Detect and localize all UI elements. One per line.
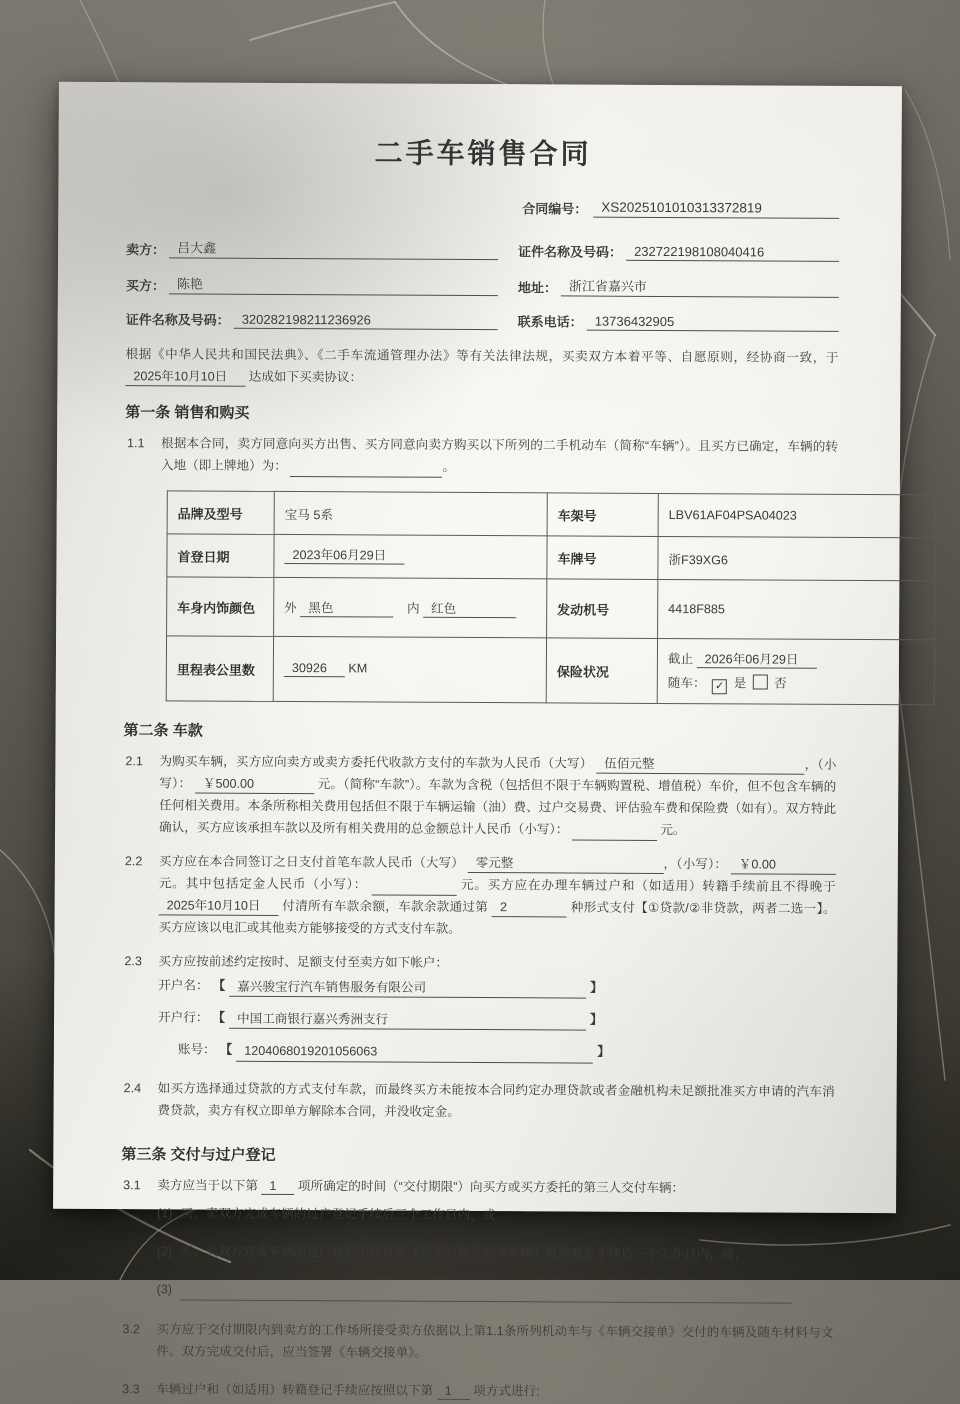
total-amount-blank-field: [572, 826, 657, 841]
insurance-label: 保险状况: [546, 638, 657, 704]
clause-3-3-text: 项方式进行:: [473, 1383, 540, 1399]
clause-2-2: [122, 850, 835, 942]
checkbox-yes-checked-icon: ✓: [712, 680, 727, 695]
bank-branch-value: 中国工商银行嘉兴秀洲支行: [229, 1011, 586, 1031]
section-3-heading: 第三条 交付与过户登记: [121, 1145, 276, 1164]
plate-value: 浙F39XG6: [658, 537, 935, 581]
intro-text-end: 达成如下买卖协议：: [248, 369, 363, 385]
phone-label: 联系电话：: [517, 314, 583, 330]
first-registration-value: [274, 535, 547, 579]
vin-label: 车架号: [547, 493, 658, 537]
buyer-id-number: 320282198211236926: [234, 312, 498, 330]
first-registration-label: 首登日期: [167, 534, 274, 578]
section-2-heading: 第二条 车款: [123, 722, 203, 740]
account-name-value: 嘉兴骏宝行汽车销售服务有限公司: [229, 979, 586, 999]
plate-label: 车牌号: [547, 536, 658, 580]
clause-1-1-text: 根据本合同，卖方同意向买方出售、买方同意向卖方购买以下所列的二手机动车（简称“车辆”）。且买方已确定，车辆的转入地（即上牌地）为：: [160, 436, 839, 474]
sub-item-3-blank-field: [180, 1285, 792, 1303]
clause-2-3-intro: 买方应按前述约定按时、足额支付至卖方如下帐户：: [158, 954, 449, 971]
seller-name: 吕大鑫: [169, 237, 498, 260]
clause-number: 3.1: [123, 1177, 141, 1192]
address-label: 地址：: [517, 280, 557, 296]
bank-account-number-row: [178, 1039, 835, 1064]
transfer-option-number: 1: [437, 1384, 470, 1401]
exterior-label: 外: [284, 600, 297, 615]
brand-value: 宝马 5系: [274, 492, 547, 536]
seller-id-label: 证件名称及号码：: [518, 244, 623, 260]
payment-deadline-date: 2025年10月10日: [159, 899, 279, 916]
contract-paper: [53, 82, 902, 1399]
engine-label: 发动机号: [547, 579, 658, 639]
table-row: [167, 577, 935, 640]
clause-2-2-end: 种形式支付【①贷款/②非贷款，两者二选一】。买方应该以电汇或其他卖方能够接受的方式支付车款。: [158, 900, 836, 937]
price-in-words: 伍佰元整: [596, 757, 804, 775]
open-bracket: 【: [219, 1043, 233, 1058]
clause-number: 2.2: [124, 854, 143, 869]
account-number-label: 账号：: [177, 1042, 216, 1058]
buyer-id-label: 证件名称及号码：: [125, 312, 230, 328]
sub-item-number: (1): [156, 1205, 173, 1221]
account-name-label: 开户名：: [158, 978, 209, 994]
clause-2-2-text: 付清所有车款余额，车款余款通过第: [282, 899, 489, 915]
intro-text: 根据《中华人民共和国民法典》、《二手车流通管理办法》等有关法律法规，买卖双方本着平等、自愿原则，经协商一致，于: [125, 347, 839, 365]
sub-item-3: [157, 1278, 834, 1304]
first-payment-in-figures: ￥0.00: [731, 858, 836, 875]
interior-color: 红色: [423, 601, 516, 618]
insurance-value: [657, 639, 934, 705]
bank-branch-row: [158, 1007, 835, 1033]
clause-3-2: [120, 1318, 833, 1366]
delivery-option-number: 1: [261, 1178, 294, 1195]
engine-value: 4418F885: [658, 580, 935, 640]
clause-3-1: [121, 1174, 835, 1304]
sub-item-number: (2): [156, 1243, 173, 1259]
table-row: [166, 636, 934, 705]
transfer-place-blank-field: [290, 462, 442, 478]
phone-value: 13736432905: [587, 314, 839, 332]
open-bracket: 【: [212, 1011, 226, 1026]
clause-2-3: [122, 951, 836, 1065]
clause-number: 2.3: [124, 954, 142, 969]
first-payment-in-words: 零元整: [468, 856, 664, 874]
clause-2-2-text: 买方应在本合同签订之日支付首笔车款人民币（大写）: [158, 854, 465, 871]
sub-item-number: (3): [156, 1281, 173, 1297]
clause-2-4: [122, 1077, 835, 1125]
first-registration-date: 2023年06月29日: [284, 548, 404, 565]
no-label: 否: [774, 677, 787, 692]
exterior-color: 黑色: [300, 601, 393, 618]
contract-number-label: 合同编号：: [522, 201, 588, 217]
vin-value: LBV61AF04PSA04023: [658, 494, 935, 538]
insurance-until-label: 截止: [667, 651, 694, 666]
clause-3-1-text: 卖方应当于以下第: [157, 1177, 258, 1193]
clause-number: 2.4: [123, 1080, 142, 1095]
clause-2-2-text: 元。买方应在办理车辆过户和（如适用）转籍手续前且不得晚于: [460, 878, 836, 895]
bank-account-name-row: [158, 975, 835, 1001]
clause-3-1-text: 项所确定的时间（“交付期限”）向买方或买方委托的第三人交付车辆：: [297, 1178, 685, 1195]
agreement-date: 2025年10月10日: [125, 369, 245, 386]
bank-branch-label: 开户行：: [158, 1010, 209, 1026]
close-bracket: 】: [589, 1013, 603, 1028]
clause-2-1-text: ，（小写）：: [159, 757, 837, 791]
table-row: [167, 491, 935, 538]
clause-number: 3.2: [122, 1321, 140, 1336]
clause-3-3-text: 车辆过户和（如适用）转籍登记手续应按照以下第: [156, 1382, 434, 1398]
vehicle-info-table: [166, 490, 936, 705]
clause-3-3: [120, 1378, 833, 1404]
seller-label: 卖方：: [126, 242, 166, 258]
clause-2-1-text: 元。（简称“车款”）。车款为含税（包括但不限于车辆购置税、增值税）车价，但不包含车辆的任何相关费用。本条所称相关费用包括但不限于车辆运输（油）费、过户交易费、评估验车费和保险费（如有）。双方特此确认，买方应该承担车款以及所有相关费用的总金额总计人民币（小写）：: [159, 777, 837, 837]
clause-2-2-text: 元。其中包括定金人民币（小写）：: [158, 876, 368, 892]
deposit-blank-field: [371, 881, 456, 896]
close-bracket: 】: [597, 1045, 610, 1060]
clause-number: 3.3: [122, 1381, 140, 1396]
with-car-label: 随车：: [667, 676, 706, 691]
account-number-value: 1204068019201056063: [236, 1044, 593, 1064]
clause-2-1-text: 为购买车辆，买方应向卖方或卖方委托代收款方支付的车款为人民币（大写）: [159, 754, 593, 771]
contract-number-row: [126, 196, 839, 219]
yes-label: 是: [733, 676, 747, 691]
document-title: 二手车销售合同: [374, 137, 592, 170]
color-label: 车身内饰颜色: [167, 577, 274, 637]
intro-paragraph: [125, 343, 838, 391]
clause-number: 1.1: [127, 436, 145, 451]
party-row-1: [126, 237, 839, 262]
mileage-unit: KM: [348, 661, 368, 676]
sub-item-text: 买、卖双方完成车辆的过户登记手续后三个工作日内，或: [180, 1206, 496, 1222]
clause-1-1: [125, 432, 838, 480]
buyer-name: 陈艳: [169, 273, 498, 296]
interior-label: 内: [406, 601, 420, 616]
buyer-label: 买方：: [125, 278, 165, 294]
checkbox-no-unchecked-icon: [753, 675, 768, 690]
party-row-3: [126, 309, 839, 332]
close-bracket: 】: [590, 981, 603, 996]
color-value: [274, 578, 547, 638]
brand-label: 品牌及型号: [167, 491, 274, 535]
sub-item-2: [157, 1240, 834, 1266]
address-value: 浙江省嘉兴市: [561, 275, 839, 297]
payment-form-number: 2: [492, 900, 567, 917]
insurance-until-date: 2026年06月29日: [697, 652, 817, 669]
mileage-value: [273, 637, 546, 703]
clause-2-1: [123, 750, 836, 842]
clause-2-2-text: ，（小写）：: [663, 857, 728, 872]
mileage-label: 里程表公里数: [166, 636, 273, 702]
open-bracket: 【: [212, 979, 226, 994]
price-in-figures: ￥500.00: [195, 777, 314, 794]
seller-id-number: 232722198108040416: [626, 244, 839, 262]
mileage-number: 30926: [284, 661, 345, 678]
clause-3-2-text: 买方应于交付期限内到卖方的工作场所接受卖方依据以上第1.1条所列机动车与《车辆交接单》交付的车辆及随车材料与文件。双方完成交付后，应当签署《车辆交接单》。: [156, 1322, 834, 1360]
contract-number-value: XS2025101010313372819: [593, 200, 839, 219]
sub-item-text: 买、卖双方完成车辆的过户登记手续以及（为买方贷款购买车辆）抵押登记手续后三个工作日内，或；: [180, 1244, 747, 1262]
section-1-heading: 第一条 销售和购买: [125, 404, 250, 422]
sub-item-1: [157, 1202, 834, 1228]
clause-number: 2.1: [125, 754, 143, 769]
clause-1-1-end: 。: [442, 459, 456, 474]
clause-2-4-text: 如买方选择通过贷款的方式支付车款，而最终买方未能按本合同约定办理贷款或者金融机构未足额批准买方申请的汽车消费贷款，卖方有权立即单方解除本合同，并没收定金。: [157, 1080, 835, 1119]
table-row: [167, 534, 935, 581]
clause-2-1-end: 元。: [660, 823, 686, 838]
party-row-2: [126, 273, 839, 298]
